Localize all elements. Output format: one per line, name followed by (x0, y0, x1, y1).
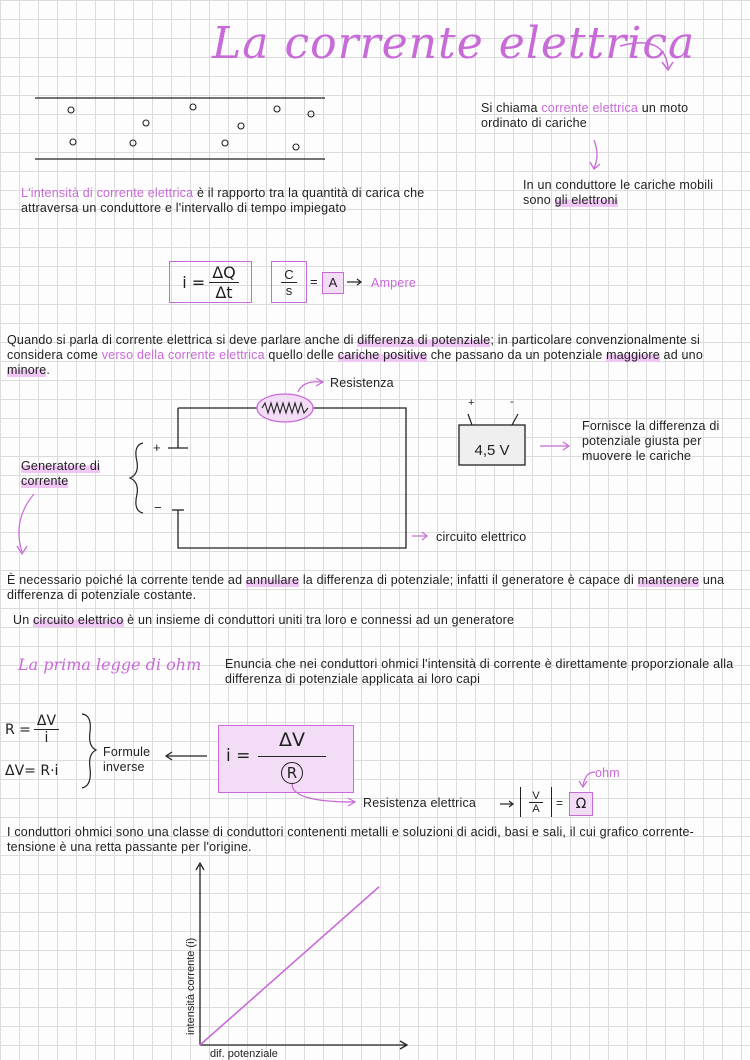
ohm-law-line (200, 887, 379, 1045)
y-axis-label: intensità corrente (i) (185, 937, 197, 1035)
unit-denominator: s (285, 282, 293, 298)
page-title: La corrente elettrica (212, 18, 696, 69)
title-arrow (620, 38, 700, 98)
ohm-formula-numerator: ΔV (279, 729, 305, 751)
unit-numerator: C (281, 267, 296, 283)
resistance-label: Resistenza elettrica (363, 796, 477, 810)
formula-denominator: Δt (215, 282, 233, 302)
conductor-charges-diagram (35, 95, 330, 165)
inverse-arrow (165, 752, 210, 762)
resistor-label: Resistenza (330, 376, 394, 390)
ampere-label: Ampere (371, 276, 416, 290)
battery-plus: + (468, 397, 475, 409)
unit-fraction-box (271, 261, 307, 303)
unit-equals: = (310, 274, 318, 289)
battery-minus: - (510, 396, 514, 408)
intensity-definition: L'intensità di corrente elettrica è il rapporto tra la quantità di carica che attraversa un conduttore e l'intervallo di tempo impiegato (21, 186, 425, 215)
ohm-formula-denominator: R (281, 762, 303, 784)
inverse-formulas-label: Formule inverse (103, 745, 151, 774)
current-voltage-chart (170, 855, 420, 1060)
resistance-unit-arrow (500, 800, 518, 810)
r-formula: R = $\frac{\Delta V}{i}$ (5, 713, 59, 746)
circuit-label: circuito elettrico (436, 530, 527, 544)
ohm-law-statement: Enuncia che nei conduttori ohmici l'intensità di corrente è direttamente proporzionale alla differenza di potenziale applicata ai loro capi (225, 657, 734, 686)
ohm-formula-lhs: i = (226, 746, 251, 766)
ohm-fraction-line (258, 756, 326, 757)
ohmic-conductors-paragraph: I conduttori ohmici sono una classe di conduttori contenenti metalli e soluzioni di acidi, basi e sali, il cui grafico corrente-tensione è una retta passante per l'origine. (7, 825, 695, 854)
potential-paragraph: Quando si parla di corrente elettrica si deve parlare anche di differenza di potenziale; in particolare convenzionalmente si considera come verso della corrente elettrica quello delle cariche positive che passano da un potenziale maggiore ad uno minore. (7, 333, 703, 377)
unit-ampere-box: A (322, 272, 344, 294)
minus-terminal: − (154, 500, 162, 515)
ampere-arrow (347, 278, 367, 288)
formulas-brace (80, 712, 100, 792)
ohm-unit-name: ohm (595, 766, 620, 780)
conductor-note: In un conduttore le cariche mobili sono gli elettroni (523, 178, 714, 207)
ohm-unit-fraction: $\frac{V}{A}$ (520, 787, 552, 817)
intensity-term: L'intensità di corrente elettrica (21, 186, 194, 200)
current-formula-box (169, 261, 252, 303)
battery-voltage: 4,5 V (474, 442, 510, 459)
ohm-unit-equals: = (556, 796, 564, 810)
current-definition: Si chiama corrente elettrica un moto ordinato di cariche (481, 101, 689, 130)
necessity-paragraph: È necessario poiché la corrente tende ad annullare la differenza di potenziale; infatti il generatore è capace di mantenere una differenza di potenziale costante. (7, 573, 725, 602)
formula-lhs: i = (182, 272, 206, 292)
x-axis-label: dif. potenziale (210, 1048, 278, 1060)
resistance-arrow (288, 782, 360, 807)
v-formula: ΔV= R·i (5, 763, 59, 779)
circuit-definition: Un circuito elettrico è un insieme di conduttori uniti tra loro e connessi ad un generatore (13, 613, 515, 627)
electrons-term: gli elettroni (554, 193, 618, 207)
formula-numerator: ΔQ (209, 263, 239, 283)
plus-terminal: + (153, 440, 161, 455)
ohm-unit-symbol: Ω (569, 792, 593, 816)
generator-label: Generatore di corrente (21, 459, 101, 488)
current-term: corrente elettrica (541, 101, 639, 115)
ohm-law-title: La prima legge di ohm (18, 655, 202, 674)
battery-note: Fornisce la differenza di potenziale giusta per muovere le cariche (582, 419, 720, 463)
definition-arrow (590, 140, 610, 175)
